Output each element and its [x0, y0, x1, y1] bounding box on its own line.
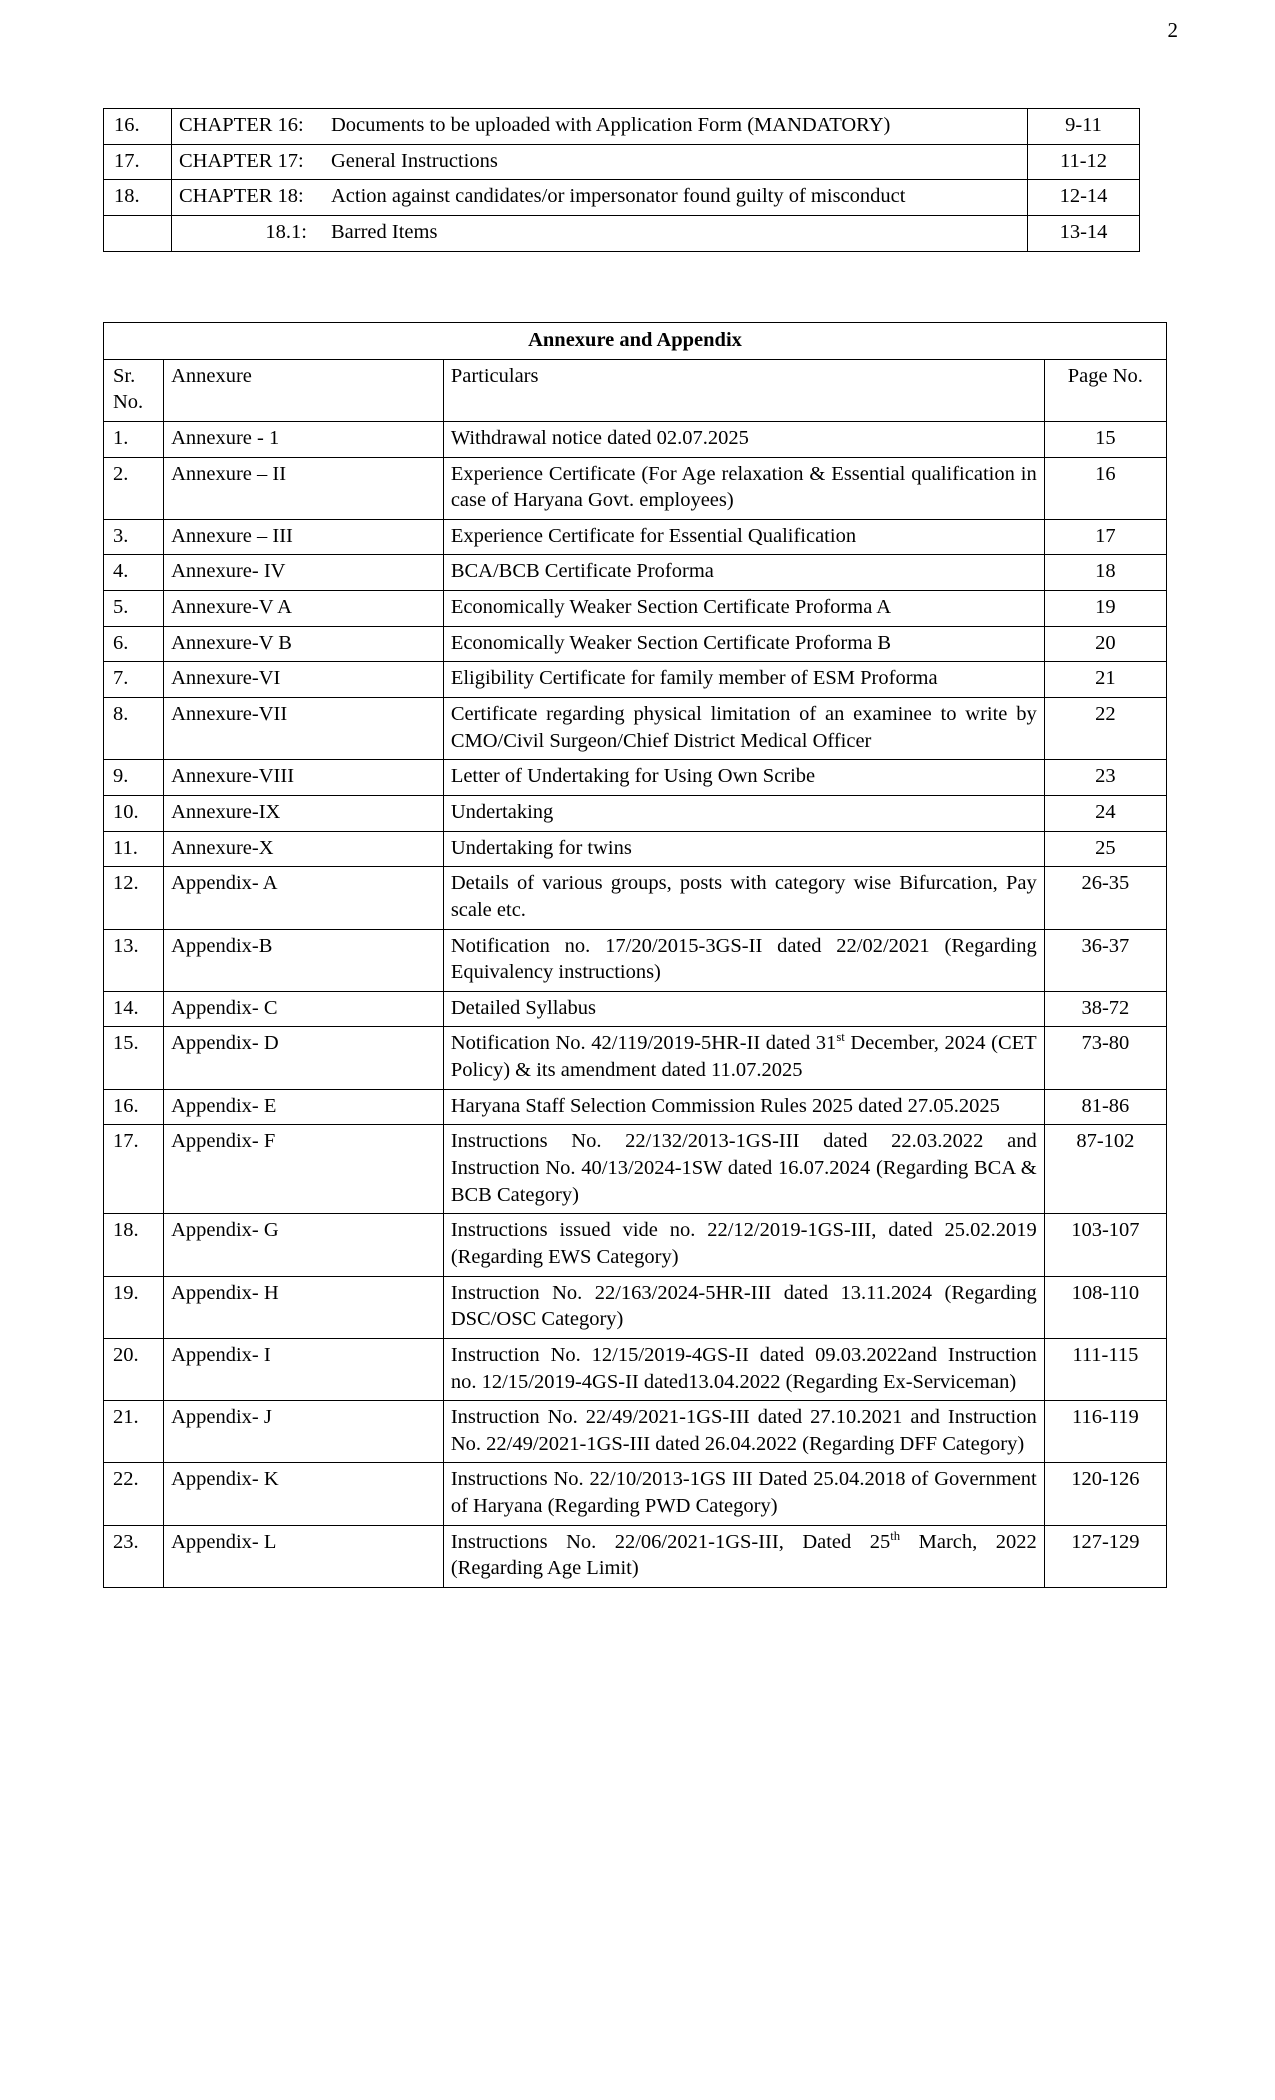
annexure-name: Appendix-B [164, 929, 444, 991]
annexure-sr-no: 23. [104, 1525, 164, 1587]
annexure-particulars: Experience Certificate (For Age relaxation & Essential qualification in case of Haryana Govt. employees) [443, 457, 1044, 519]
annexure-page-no: 116-119 [1044, 1401, 1166, 1463]
table-row [104, 991, 1167, 1027]
annexure-sr-no: 2. [104, 457, 164, 519]
annexure-particulars: Haryana Staff Selection Commission Rules 2025 dated 27.05.2025 [443, 1089, 1044, 1125]
annexure-name: Annexure-IX [164, 795, 444, 831]
annexure-name: Appendix- L [164, 1525, 444, 1587]
annexure-name: Annexure-VIII [164, 760, 444, 796]
annexure-sr-no: 3. [104, 519, 164, 555]
annexure-table-body [104, 421, 1167, 1587]
annexure-table-title: Annexure and Appendix [104, 323, 1167, 360]
sr-no-line-2: No. [113, 391, 144, 414]
annexure-page-no: 16 [1044, 457, 1166, 519]
annexure-sr-no: 4. [104, 555, 164, 591]
sr-no-line-1: Sr. [113, 364, 136, 387]
chapter-page-no: 9-11 [1028, 109, 1140, 145]
chapter-table-body [104, 109, 1140, 252]
annexure-particulars: Detailed Syllabus [443, 991, 1044, 1027]
table-row [104, 795, 1167, 831]
annexure-sr-no: 14. [104, 991, 164, 1027]
annexure-column-header-row [104, 359, 1167, 421]
annexure-particulars: Instruction No. 22/163/2024-5HR-III dated 13.11.2024 (Regarding DSC/OSC Category) [443, 1276, 1044, 1338]
annexure-particulars: Instructions No. 22/06/2021-1GS-III, Dated 25th March, 2022 (Regarding Age Limit) [443, 1525, 1044, 1587]
table-row [104, 698, 1167, 760]
chapter-label: 18.1: [265, 220, 307, 243]
column-header-sr-no [104, 359, 164, 421]
annexure-page-no: 111-115 [1044, 1338, 1166, 1400]
annexure-particulars: Economically Weaker Section Certificate Proforma A [443, 591, 1044, 627]
table-row [104, 1401, 1167, 1463]
annexure-page-no: 22 [1044, 698, 1166, 760]
annexure-page-no: 127-129 [1044, 1525, 1166, 1587]
annexure-sr-no: 1. [104, 421, 164, 457]
annexure-page-no: 38-72 [1044, 991, 1166, 1027]
annexure-particulars: Economically Weaker Section Certificate Proforma B [443, 626, 1044, 662]
table-row [104, 215, 1140, 251]
annexure-particulars: BCA/BCB Certificate Proforma [443, 555, 1044, 591]
annexure-name: Annexure – II [164, 457, 444, 519]
column-header-page-no: Page No. [1044, 359, 1166, 421]
annexure-page-no: 81-86 [1044, 1089, 1166, 1125]
table-row [104, 1089, 1167, 1125]
annexure-page-no: 87-102 [1044, 1125, 1166, 1214]
annexure-name: Appendix- I [164, 1338, 444, 1400]
annexure-particulars: Experience Certificate for Essential Qualification [443, 519, 1044, 555]
annexure-sr-no: 19. [104, 1276, 164, 1338]
annexure-particulars: Instructions No. 22/132/2013-1GS-III dated 22.03.2022 and Instruction No. 40/13/2024-1SW dated 16.07.2024 (Regarding BCA & BCB Category) [443, 1125, 1044, 1214]
annexure-name: Appendix- A [164, 867, 444, 929]
chapter-title-cell [172, 180, 1028, 216]
chapter-page-no: 11-12 [1028, 144, 1140, 180]
annexure-page-no: 24 [1044, 795, 1166, 831]
table-row [104, 1125, 1167, 1214]
annexure-sr-no: 15. [104, 1027, 164, 1089]
annexure-sr-no: 7. [104, 662, 164, 698]
annexure-page-no: 20 [1044, 626, 1166, 662]
chapter-title-cell [172, 215, 1028, 251]
annexure-sr-no: 9. [104, 760, 164, 796]
annexure-sr-no: 11. [104, 831, 164, 867]
annexure-name: Annexure-VII [164, 698, 444, 760]
column-header-annexure: Annexure [164, 359, 444, 421]
annexure-sr-no: 17. [104, 1125, 164, 1214]
annexure-page-no: 120-126 [1044, 1463, 1166, 1525]
annexure-table-title-row [104, 323, 1167, 360]
table-row [104, 591, 1167, 627]
chapter-title-cell [172, 109, 1028, 145]
annexure-particulars: Certificate regarding physical limitation of an examinee to write by CMO/Civil Surgeon/Chief District Medical Officer [443, 698, 1044, 760]
annexure-sr-no: 13. [104, 929, 164, 991]
table-row [104, 1525, 1167, 1587]
annexure-name: Appendix- H [164, 1276, 444, 1338]
table-row [104, 626, 1167, 662]
chapter-sr-no: 17. [104, 144, 172, 180]
annexure-particulars: Instruction No. 22/49/2021-1GS-III dated 27.10.2021 and Instruction No. 22/49/2021-1GS-III dated 26.04.2022 (Regarding DFF Category) [443, 1401, 1044, 1463]
annexure-page-no: 17 [1044, 519, 1166, 555]
chapter-sr-no [104, 215, 172, 251]
annexure-page-no: 25 [1044, 831, 1166, 867]
table-row [104, 1027, 1167, 1089]
annexure-particulars: Undertaking for twins [443, 831, 1044, 867]
chapter-label: CHAPTER 17: [179, 149, 304, 172]
annexure-sr-no: 5. [104, 591, 164, 627]
annexure-page-no: 26-35 [1044, 867, 1166, 929]
chapter-title: Barred Items [331, 220, 438, 243]
table-row [104, 1463, 1167, 1525]
annexure-sr-no: 6. [104, 626, 164, 662]
annexure-sr-no: 18. [104, 1214, 164, 1276]
annexure-name: Appendix- F [164, 1125, 444, 1214]
table-row [104, 555, 1167, 591]
chapter-page-no: 13-14 [1028, 215, 1140, 251]
annexure-page-no: 21 [1044, 662, 1166, 698]
annexure-particulars: Letter of Undertaking for Using Own Scribe [443, 760, 1044, 796]
table-row [104, 457, 1167, 519]
chapter-label: CHAPTER 16: [179, 114, 304, 136]
annexure-page-no: 15 [1044, 421, 1166, 457]
chapter-title: Documents to be uploaded with Application Form (MANDATORY) [331, 114, 891, 136]
chapter-page-no: 12-14 [1028, 180, 1140, 216]
annexure-name: Annexure-V B [164, 626, 444, 662]
table-row [104, 1276, 1167, 1338]
annexure-name: Appendix- G [164, 1214, 444, 1276]
annexure-name: Appendix- D [164, 1027, 444, 1089]
annexure-sr-no: 22. [104, 1463, 164, 1525]
chapter-index-table [103, 108, 1140, 252]
annexure-sr-no: 10. [104, 795, 164, 831]
table-row [104, 831, 1167, 867]
annexure-name: Appendix- K [164, 1463, 444, 1525]
table-row [104, 929, 1167, 991]
annexure-sr-no: 8. [104, 698, 164, 760]
chapter-sr-no: 16. [104, 109, 172, 145]
annexure-page-no: 108-110 [1044, 1276, 1166, 1338]
table-row [104, 1214, 1167, 1276]
table-row [104, 180, 1140, 216]
annexure-particulars: Instructions issued vide no. 22/12/2019-1GS-III, dated 25.02.2019 (Regarding EWS Category) [443, 1214, 1044, 1276]
chapter-title: General Instructions [331, 149, 498, 172]
annexure-sr-no: 16. [104, 1089, 164, 1125]
annexure-name: Annexure- IV [164, 555, 444, 591]
chapter-sr-no: 18. [104, 180, 172, 216]
annexure-particulars: Withdrawal notice dated 02.07.2025 [443, 421, 1044, 457]
annexure-particulars: Notification no. 17/20/2015-3GS-II dated 22/02/2021 (Regarding Equivalency instructions) [443, 929, 1044, 991]
annexure-name: Appendix- E [164, 1089, 444, 1125]
column-header-particulars: Particulars [443, 359, 1044, 421]
annexure-page-no: 103-107 [1044, 1214, 1166, 1276]
annexure-page-no: 19 [1044, 591, 1166, 627]
table-row [104, 760, 1167, 796]
table-row [104, 519, 1167, 555]
annexure-particulars: Undertaking [443, 795, 1044, 831]
table-row [104, 662, 1167, 698]
chapter-title: Action against candidates/or impersonator found guilty of misconduct [331, 185, 906, 208]
chapter-title-cell [172, 144, 1028, 180]
annexure-and-appendix-table [103, 322, 1167, 1588]
annexure-particulars: Eligibility Certificate for family member of ESM Proforma [443, 662, 1044, 698]
table-row [104, 1338, 1167, 1400]
table-row [104, 867, 1167, 929]
annexure-name: Annexure-VI [164, 662, 444, 698]
table-row [104, 421, 1167, 457]
annexure-name: Appendix- C [164, 991, 444, 1027]
annexure-name: Annexure - 1 [164, 421, 444, 457]
annexure-page-no: 18 [1044, 555, 1166, 591]
annexure-table-head [104, 323, 1167, 422]
annexure-particulars: Instruction No. 12/15/2019-4GS-II dated 09.03.2022and Instruction no. 12/15/2019-4GS-II dated13.04.2022 (Regarding Ex-Serviceman) [443, 1338, 1044, 1400]
annexure-sr-no: 20. [104, 1338, 164, 1400]
annexure-particulars: Details of various groups, posts with category wise Bifurcation, Pay scale etc. [443, 867, 1044, 929]
table-row [104, 144, 1140, 180]
annexure-name: Annexure – III [164, 519, 444, 555]
chapter-label: CHAPTER 18: [179, 185, 304, 208]
annexure-name: Appendix- J [164, 1401, 444, 1463]
page-number: 2 [1167, 18, 1178, 42]
annexure-particulars: Instructions No. 22/10/2013-1GS III Dated 25.04.2018 of Government of Haryana (Regarding PWD Category) [443, 1463, 1044, 1525]
annexure-page-no: 23 [1044, 760, 1166, 796]
annexure-name: Annexure-V A [164, 591, 444, 627]
annexure-page-no: 36-37 [1044, 929, 1166, 991]
annexure-particulars: Notification No. 42/119/2019-5HR-II dated 31st December, 2024 (CET Policy) & its amendment dated 11.07.2025 [443, 1027, 1044, 1089]
table-row [104, 109, 1140, 145]
annexure-name: Annexure-X [164, 831, 444, 867]
annexure-sr-no: 12. [104, 867, 164, 929]
annexure-page-no: 73-80 [1044, 1027, 1166, 1089]
annexure-sr-no: 21. [104, 1401, 164, 1463]
